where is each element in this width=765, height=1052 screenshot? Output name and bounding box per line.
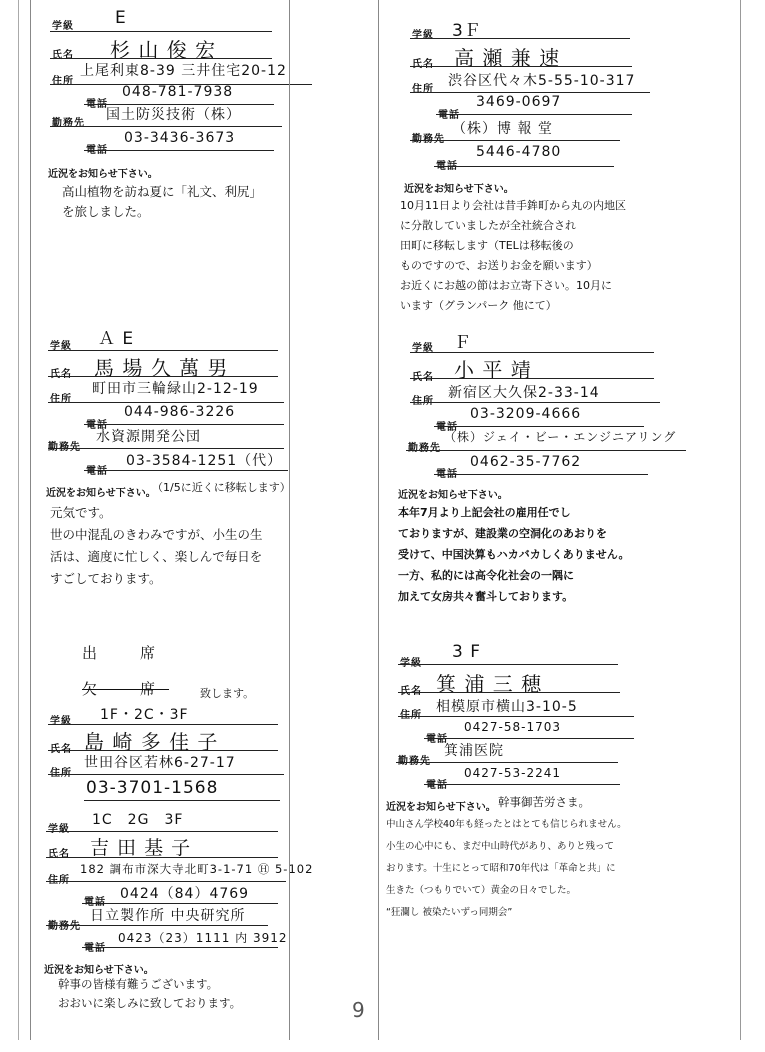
class-label: 学級 — [412, 30, 434, 41]
phone-label: 電話 — [438, 110, 460, 121]
address-label: 住所 — [400, 710, 422, 721]
note-head: 幹事御苦労さま。 — [498, 795, 590, 809]
name-value: 箕 浦 三 穂 — [436, 672, 543, 696]
left-margin-rule — [30, 0, 31, 1040]
work-value: 国土防災技術（株） — [106, 107, 241, 123]
work-phone-label: 電話 — [436, 161, 458, 172]
note-label: 近況をお知らせ下さい。 — [44, 965, 154, 976]
address-label: 住所 — [50, 394, 72, 405]
work-value: 水資源開発公団 — [96, 429, 201, 445]
class-label: 学級 — [52, 21, 74, 32]
class-value: 1F・2C・3F — [100, 707, 189, 723]
note-label: 近況をお知らせ下さい。 — [386, 802, 496, 813]
address-value: 相模原市横山3-10-5 — [436, 699, 578, 715]
note-label: 近況をお知らせ下さい。 — [404, 184, 514, 195]
work-label: 勤務先 — [52, 118, 85, 129]
address-value: 新宿区大久保2-33-14 — [448, 385, 600, 401]
work-phone-value: 0423（23）1111 内 3912 — [118, 931, 288, 945]
registration-card-3 — [0, 320, 380, 620]
note-text: 幹事の皆様有難うございます。 おおいに楽しみに致しております。 — [58, 977, 242, 1010]
work-phone-label: 電話 — [436, 469, 458, 480]
name-value: 杉 山 俊 宏 — [110, 38, 217, 62]
phone-value: 03-3209-4666 — [470, 406, 582, 422]
name-value: 吉 田 基 子 — [90, 837, 192, 859]
name-label: 氏名 — [50, 744, 72, 755]
address-label: 住所 — [52, 76, 74, 87]
name-value: 高 瀬 兼 速 — [454, 46, 561, 70]
class-label: 学級 — [50, 716, 72, 727]
class-label: 学級 — [48, 824, 70, 835]
work-value: （株）博 報 堂 — [452, 121, 553, 137]
phone-label: 電話 — [436, 422, 458, 433]
phone-label: 電話 — [86, 420, 108, 431]
registration-card-4 — [390, 320, 765, 620]
note-label: 近況をお知らせ下さい。 — [48, 169, 158, 180]
work-value: （株）ジェイ・ビー・エンジニアリング — [444, 430, 677, 444]
work-phone-label: 電話 — [426, 780, 448, 791]
registration-card-5 — [386, 630, 765, 950]
address-value: 世田谷区若林6-27-17 — [84, 755, 236, 771]
address-value: 渋谷区代々木5-55-10-317 — [448, 73, 636, 89]
address-label: 住所 — [50, 768, 72, 779]
phone-label: 電話 — [84, 897, 106, 908]
address-label: 住所 — [412, 396, 434, 407]
page-number: 9 — [352, 998, 365, 1022]
class-value: 3 F — [452, 642, 481, 662]
class-value: Ａ E — [98, 329, 135, 349]
note-text: 中山さん学校40年も経ったとはとても信じられません。 小生の心中にも、まだ中山時代があり、ありと残って おります。十生にとって昭和70年代は「革命と共」に 生きた（つもりでいて）黄金の日々でした。 “狂瀾し 被染たいずっ同期会” — [386, 819, 627, 918]
work-label: 勤務先 — [48, 442, 81, 453]
phone-value: 0427-58-1703 — [464, 720, 562, 734]
work-phone-value: 03-3436-3673 — [124, 130, 236, 146]
note-head: （1/5に近くに移転します） — [152, 481, 291, 494]
name-label: 氏名 — [50, 369, 72, 380]
phone-value: 3469-0697 — [476, 94, 562, 110]
center-margin-rule-left — [289, 0, 290, 1040]
phone-value: 03-3701-1568 — [86, 778, 219, 798]
right-margin-rule — [740, 0, 741, 1040]
name-label: 氏名 — [412, 59, 434, 70]
class-label: 学級 — [50, 341, 72, 352]
work-value: 日立製作所 中央研究所 — [90, 908, 246, 924]
class-value: 1C 2G 3F — [92, 812, 184, 828]
phone-value: 0424（84）4769 — [120, 886, 250, 902]
work-value: 箕浦医院 — [444, 743, 504, 759]
phone-value: 048-781-7938 — [122, 84, 234, 100]
phone-value: 044-986-3226 — [124, 404, 236, 420]
work-label: 勤務先 — [408, 443, 441, 454]
work-phone-value: 5446-4780 — [476, 144, 562, 160]
class-label: 学級 — [412, 343, 434, 354]
left-binding-rule — [18, 0, 19, 1040]
address-label: 住所 — [412, 84, 434, 95]
note-text: 元気です。 世の中混乱のきわみですが、小生の生 活は、適度に忙しく、楽しんで毎日を すごしております。 — [50, 505, 263, 586]
name-label: 氏名 — [412, 372, 434, 383]
work-phone-label: 電話 — [84, 943, 106, 954]
phone-label: 電話 — [86, 99, 108, 110]
address-label: 住所 — [48, 875, 70, 886]
note-text: 10月11日より会社は昔手鉾町から丸の内地区 に分散していましたが全社統合され 田町に移転します（TELは移転後の ものですので、お送りお金を願います） お近くにお越の節はお立寄下さい。10月に います（グランパーク 他にて） — [400, 199, 626, 312]
note-label: 近況をお知らせ下さい。 — [46, 488, 156, 499]
name-value: 島 崎 多 佳 子 — [84, 730, 219, 754]
class-value: 3Ｆ — [452, 21, 482, 41]
registration-card-2 — [390, 0, 765, 320]
work-phone-value: 0427-53-2241 — [464, 766, 562, 780]
note-text: 高山植物を訪ね夏に「礼文、利尻」 を旅しました。 — [62, 184, 263, 219]
name-value: 小 平 靖 — [454, 358, 532, 382]
work-phone-value: 0462-35-7762 — [470, 454, 582, 470]
work-label: 勤務先 — [48, 921, 81, 932]
address-value: 182 調布市深大寺北町3-1-71 Ⓗ 5-102 — [80, 862, 314, 876]
class-value: E — [115, 8, 127, 28]
class-value: Ｆ — [454, 333, 472, 353]
name-label: 氏名 — [400, 686, 422, 697]
attendance-present: 出 席 — [82, 644, 170, 662]
work-phone-value: 03-3584-1251（代） — [126, 453, 283, 469]
attendance-absent: 欠 席 — [82, 680, 170, 698]
name-value: 馬 場 久 萬 男 — [94, 356, 229, 380]
note-label: 近況をお知らせ下さい。 — [398, 490, 508, 501]
registration-card-6 — [0, 805, 380, 1025]
center-margin-rule-right — [378, 0, 379, 1040]
work-phone-label: 電話 — [86, 145, 108, 156]
attendance-card — [0, 630, 380, 810]
registration-card-1 — [0, 0, 380, 320]
phone-label: 電話 — [426, 734, 448, 745]
name-label: 氏名 — [48, 849, 70, 860]
address-value: 町田市三輪緑山2-12-19 — [92, 381, 259, 397]
attendance-suffix: 致します。 — [200, 687, 255, 700]
work-phone-label: 電話 — [86, 466, 108, 477]
work-label: 勤務先 — [398, 756, 431, 767]
class-label: 学級 — [400, 658, 422, 669]
name-label: 氏名 — [52, 50, 74, 61]
note-text: 本年7月より上記会社の雇用任でし ておりますが、建設業の空洞化のあおりを 受けて、中国決算もハカバカしくありません。 一方、私的には高令化社会の一隅に 加えて女房共々奮斗しております。 — [398, 506, 630, 603]
address-value: 上尾利東8-39 三井住宅20-12 — [80, 63, 287, 79]
work-label: 勤務先 — [412, 134, 445, 145]
